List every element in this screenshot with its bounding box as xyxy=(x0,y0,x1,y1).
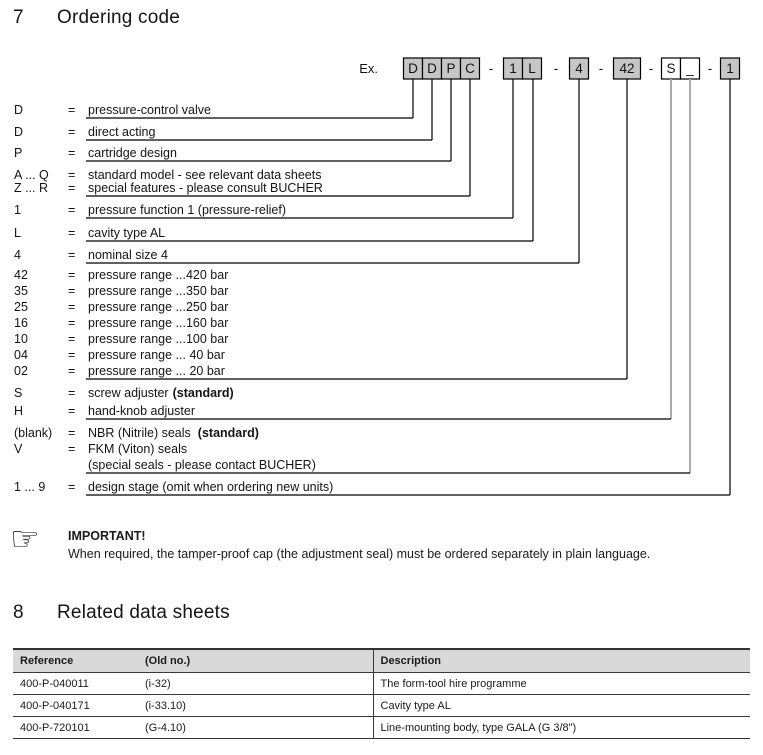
box-label: C xyxy=(465,61,475,76)
row-code: 4 xyxy=(14,248,21,262)
row-code: D xyxy=(14,103,24,117)
important-title: IMPORTANT! xyxy=(68,529,146,543)
row-code: 35 xyxy=(14,284,28,298)
row-code: 16 xyxy=(14,316,28,330)
row-description: pressure range ...100 bar xyxy=(88,332,229,346)
equals-sign: = xyxy=(68,181,76,195)
cell-reference: 400-P-040011 xyxy=(13,673,140,695)
separator-hyphen: - xyxy=(648,61,654,76)
equals-sign: = xyxy=(68,404,76,418)
row-description: nominal size 4 xyxy=(88,248,168,262)
row-description: cavity type AL xyxy=(88,226,166,240)
cell-reference: 400-P-040171 xyxy=(13,695,140,717)
cell-description: Line-mounting body, type GALA (G 3/8") xyxy=(373,717,750,739)
equals-sign: = xyxy=(68,442,76,456)
row-description xyxy=(88,426,259,440)
row-description: pressure range ...250 bar xyxy=(88,300,229,314)
section-7-title: Ordering code xyxy=(57,7,181,28)
row-description: pressure range ... 20 bar xyxy=(88,364,225,378)
equals-sign: = xyxy=(68,203,76,217)
box-label: P xyxy=(446,61,456,76)
section-7-number: 7 xyxy=(13,7,24,28)
table-row xyxy=(13,673,750,695)
ordering-row xyxy=(14,348,225,362)
table-header-row xyxy=(13,649,750,673)
row-description-bold: (standard) xyxy=(197,426,259,440)
ordering-row xyxy=(14,284,228,298)
equals-sign: = xyxy=(68,348,76,362)
equals-sign: = xyxy=(68,146,76,160)
equals-sign: = xyxy=(68,364,76,378)
cell-description: Cavity type AL xyxy=(373,695,750,717)
equals-sign: = xyxy=(68,248,76,262)
row-code: 10 xyxy=(14,332,28,346)
ordering-row xyxy=(14,364,225,378)
row-code: 04 xyxy=(14,348,28,362)
row-code: P xyxy=(14,146,23,160)
equals-sign: = xyxy=(68,268,76,282)
row-description: pressure range ...420 bar xyxy=(88,268,229,282)
section-8-title: Related data sheets xyxy=(57,602,230,623)
row-description xyxy=(88,386,234,400)
ordering-row xyxy=(14,268,228,282)
separator-hyphen: - xyxy=(598,61,604,76)
column-header-old-no: (Old no.) xyxy=(140,649,373,673)
box-label: S xyxy=(666,61,676,76)
row-code: 1 ... 9 xyxy=(14,480,46,494)
cell-description: The form-tool hire programme xyxy=(373,673,750,695)
box-label: 42 xyxy=(619,61,635,76)
ordering-row xyxy=(14,248,168,262)
ordering-row xyxy=(14,181,323,195)
connector-lines xyxy=(413,79,730,495)
ordering-row xyxy=(14,404,195,418)
row-description-bold: (standard) xyxy=(172,386,234,400)
equals-sign: = xyxy=(68,316,76,330)
row-code: Z ... R xyxy=(14,181,49,195)
ordering-row xyxy=(14,332,228,346)
equals-sign: = xyxy=(68,332,76,346)
cell-reference: 400-P-720101 xyxy=(13,717,140,739)
box-label: 4 xyxy=(575,61,583,76)
row-description: direct acting xyxy=(88,125,156,139)
row-description: (special seals - please contact BUCHER) xyxy=(88,458,316,472)
column-header-reference: Reference xyxy=(13,649,140,673)
row-code: A ... Q xyxy=(14,168,49,182)
cell-old-no: (i-33.10) xyxy=(140,695,373,717)
separator-hyphen: - xyxy=(553,61,559,76)
equals-sign: = xyxy=(68,386,76,400)
row-code: 25 xyxy=(14,300,28,314)
box-label: L xyxy=(528,61,536,76)
ordering-row xyxy=(14,168,321,182)
row-description: hand-knob adjuster xyxy=(88,404,196,418)
section-8-number: 8 xyxy=(13,602,24,623)
row-code: 42 xyxy=(14,268,28,282)
row-description: FKM (Viton) seals xyxy=(88,442,188,456)
equals-sign: = xyxy=(68,426,76,440)
row-code: V xyxy=(14,442,23,456)
ordering-row xyxy=(14,426,259,440)
table-row xyxy=(13,717,750,739)
row-code: H xyxy=(14,404,24,418)
equals-sign: = xyxy=(68,103,76,117)
row-description: pressure range ...350 bar xyxy=(88,284,229,298)
row-description: pressure range ...160 bar xyxy=(88,316,229,330)
code-boxes xyxy=(404,58,740,79)
row-description-part: NBR (Nitrile) seals xyxy=(88,426,191,440)
row-description: cartridge design xyxy=(88,146,177,160)
equals-sign: = xyxy=(68,300,76,314)
cell-old-no: (G-4.10) xyxy=(140,717,373,739)
example-label: Ex. xyxy=(359,61,378,76)
ordering-rows xyxy=(14,103,333,494)
equals-sign: = xyxy=(68,226,76,240)
pointing-hand-icon: ☞ xyxy=(10,520,40,557)
column-header-description: Description xyxy=(373,649,750,673)
ordering-row xyxy=(14,386,234,400)
important-text: When required, the tamper-proof cap (the adjustment seal) must be ordered separately in plain language. xyxy=(68,547,651,561)
box-label: 1 xyxy=(509,61,517,76)
ordering-row xyxy=(14,480,333,494)
row-code: D xyxy=(14,125,24,139)
table-row xyxy=(13,695,750,717)
row-description: standard model - see relevant data sheets xyxy=(88,168,322,182)
ordering-row xyxy=(14,103,211,117)
row-code: (blank) xyxy=(14,426,53,440)
box-label: _ xyxy=(686,61,694,76)
ordering-row xyxy=(14,442,187,456)
row-description: pressure range ... 40 bar xyxy=(88,348,225,362)
separator-hyphen: - xyxy=(488,61,494,76)
box-label: 1 xyxy=(726,61,734,76)
row-description: special features - please consult BUCHER xyxy=(88,181,323,195)
separator-hyphen: - xyxy=(707,61,713,76)
ordering-row xyxy=(14,316,228,330)
equals-sign: = xyxy=(68,284,76,298)
row-code: L xyxy=(14,226,21,240)
row-code: 1 xyxy=(14,203,21,217)
cell-old-no: (i-32) xyxy=(140,673,373,695)
related-datasheets-table xyxy=(13,648,750,739)
row-code: S xyxy=(14,386,23,400)
box-label: D xyxy=(427,61,437,76)
equals-sign: = xyxy=(68,168,76,182)
row-code: 02 xyxy=(14,364,28,378)
ordering-row xyxy=(14,226,165,240)
ordering-row xyxy=(14,300,228,314)
ordering-row xyxy=(14,203,286,217)
row-description: pressure function 1 (pressure-relief) xyxy=(88,203,286,217)
box-label: D xyxy=(408,61,418,76)
ordering-row xyxy=(14,146,177,160)
ordering-row xyxy=(88,458,316,472)
section-8-heading xyxy=(13,602,230,624)
row-description: pressure-control valve xyxy=(88,103,211,117)
equals-sign: = xyxy=(68,125,76,139)
row-description: design stage (omit when ordering new units) xyxy=(88,480,334,494)
equals-sign: = xyxy=(68,480,76,494)
row-description-part: screw adjuster xyxy=(88,386,169,400)
ordering-row xyxy=(14,125,155,139)
